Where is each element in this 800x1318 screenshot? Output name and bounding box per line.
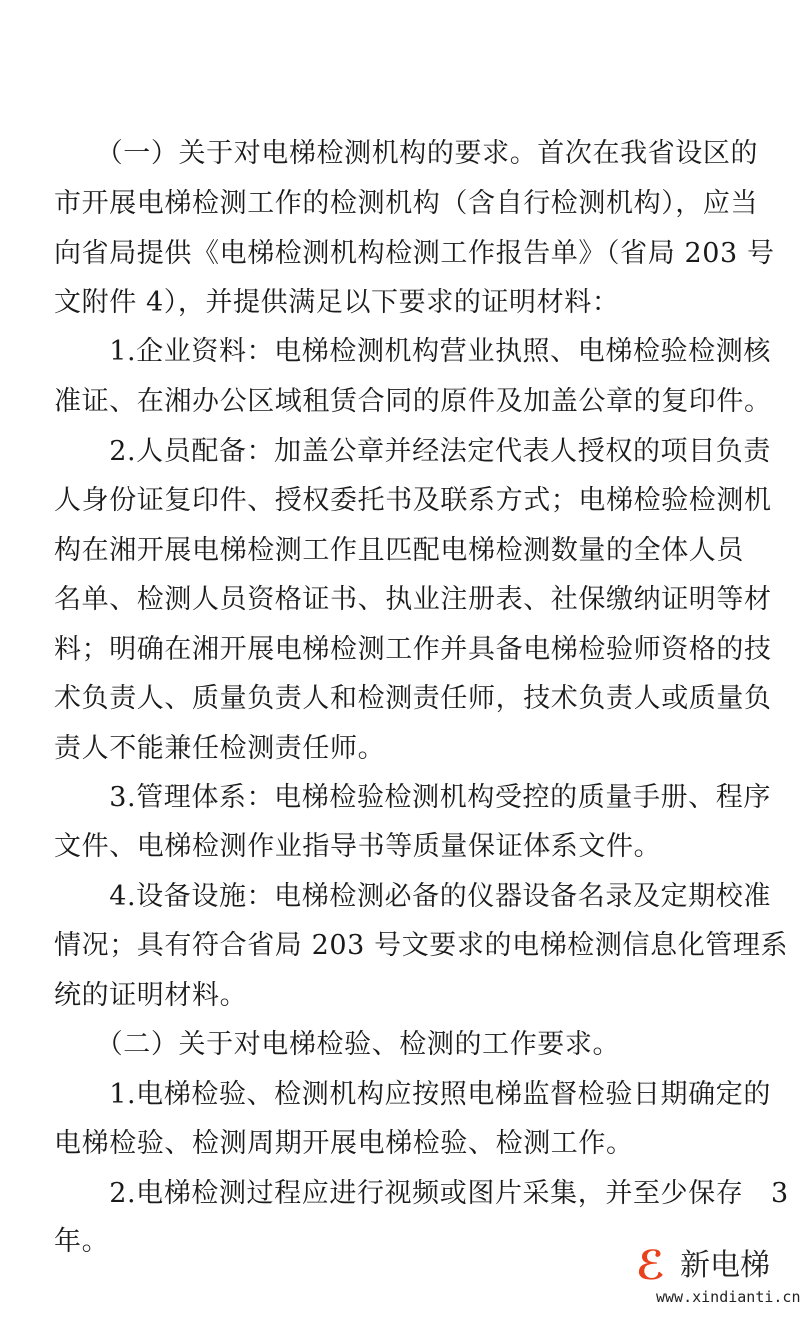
text-line: （一）关于对电梯检测机构的要求。首次在我省设区的 <box>54 138 759 169</box>
text-line: 4.设备设施：电梯检测必备的仪器设备名录及定期校准 <box>54 881 771 912</box>
brand-logo-icon: ℰ <box>636 1243 666 1289</box>
watermark-brand: 新电梯 <box>680 1248 770 1283</box>
watermark <box>636 1243 800 1310</box>
text-line: 料；明确在湘开展电梯检测工作并具备电梯检验师资格的技 <box>54 634 772 665</box>
text-line: 1.企业资料：电梯检测机构营业执照、电梯检验检测核 <box>54 336 771 367</box>
text-line: 统的证明材料。 <box>54 980 248 1011</box>
text-line: 术负责人、质量负责人和检测责任师，技术负责人或质量负 <box>54 683 772 714</box>
text-line: 2.电梯检测过程应进行视频或图片采集，并至少保存 3 <box>54 1178 789 1209</box>
text-line: 文附件 4），并提供满足以下要求的证明材料： <box>54 287 620 318</box>
text-line: 文件、电梯检测作业指导书等质量保证体系文件。 <box>54 831 662 862</box>
text-line: 电梯检验、检测周期开展电梯检验、检测工作。 <box>54 1128 634 1159</box>
watermark-url: www.xindianti.cn <box>656 1288 800 1306</box>
text-line: 准证、在湘办公区域租赁合同的原件及加盖公章的复印件。 <box>54 386 772 417</box>
text-line: 情况；具有符合省局 203 号文要求的电梯检测信息化管理系 <box>54 930 789 961</box>
text-line: 名单、检测人员资格证书、执业注册表、社保缴纳证明等材 <box>54 584 772 615</box>
text-line: 3.管理体系：电梯检验检测机构受控的质量手册、程序 <box>54 782 771 813</box>
text-line: 构在湘开展电梯检测工作且匹配电梯检测数量的全体人员 <box>54 535 744 566</box>
text-line: 2.人员配备：加盖公章并经法定代表人授权的项目负责 <box>54 436 771 467</box>
text-line: 年。 <box>54 1226 110 1257</box>
text-line: 向省局提供《电梯检测机构检测工作报告单》（省局 203 号 <box>54 238 775 269</box>
text-line: 市开展电梯检测工作的检测机构（含自行检测机构），应当 <box>54 188 759 219</box>
text-line: 人身份证复印件、授权委托书及联系方式；电梯检验检测机 <box>54 485 772 516</box>
text-line: 1.电梯检验、检测机构应按照电梯监督检验日期确定的 <box>54 1079 771 1110</box>
text-line: 责人不能兼任检测责任师。 <box>54 733 386 764</box>
text-line: （二）关于对电梯检验、检测的工作要求。 <box>54 1029 621 1060</box>
